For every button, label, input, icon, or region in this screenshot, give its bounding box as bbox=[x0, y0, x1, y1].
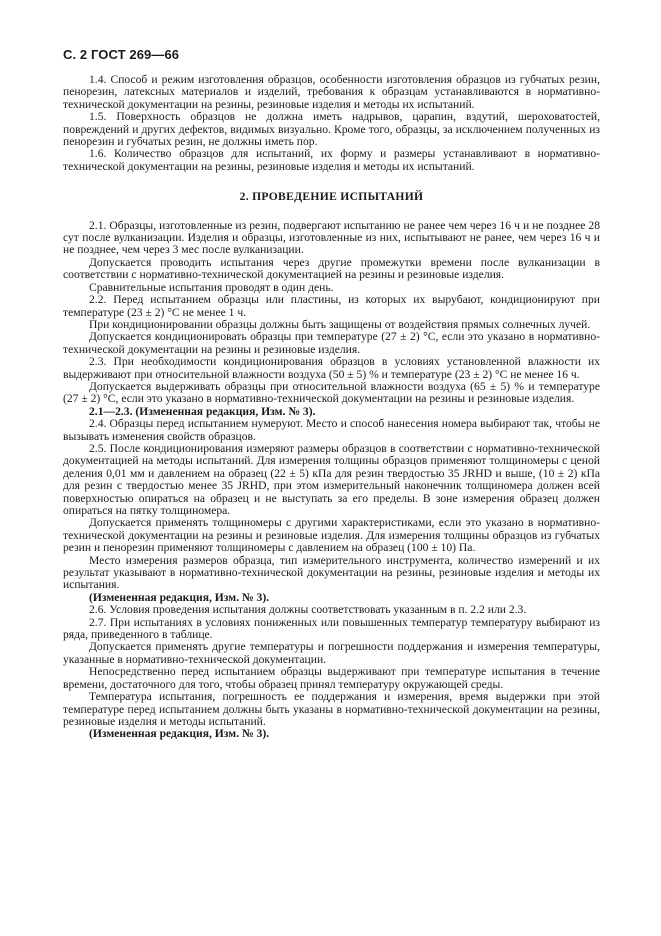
paragraph-1-6: 1.6. Количество образцов для испытаний, их форму и размеры устанавливают в нормативно-технической документации на резины, резиновые изделия и методы их испытаний. bbox=[63, 147, 600, 173]
paragraph-2-3: 2.3. При необходимости кондиционирования образцов в условиях установленной влажности их выдерживают при относительной влажности воздуха (50 ± 5) % и температуре (23 ± 2) °С не менее 16 ч. bbox=[63, 355, 600, 381]
paragraph-2-7: 2.7. При испытаниях в условиях пониженных или повышенных температур температуру выбирают из ряда, приведенного в таблице. bbox=[63, 615, 600, 642]
paragraph-2-5: 2.5. После кондиционирования измеряют размеры образцов в соответствии с нормативно-технической документацией на методы испытаний. Для измерения толщины образцов применяют толщиномеры с ценой деления 0,01 мм и давлением на образец (22 ± 5) кПа для резин твердостью 35 JRHD и выше, (10 ± 2) кПа для резин с твердостью менее 35 JRHD, при этом измерительный наконечник толщиномера должен всей поверхностью опираться на образец и не выступать за его пределы. В зоне измерения образец должен опираться на пятку толщиномера. bbox=[63, 441, 600, 517]
amendment-note: (Измененная редакция, Изм. № 3). bbox=[89, 727, 270, 741]
paragraph: Непосредственно перед испытанием образцы выдерживают при температуре испытания в течение времени, достаточного для того, чтобы образец принял температуру окружающей среды. bbox=[63, 665, 600, 691]
page-header: С. 2 ГОСТ 269—66 bbox=[63, 47, 180, 62]
paragraph: Сравнительные испытания проводят в один день. bbox=[89, 280, 334, 294]
paragraph: При кондиционировании образцы должны быть защищены от воздействия прямых солнечных лучей. bbox=[89, 317, 591, 331]
section-title: 2. ПРОВЕДЕНИЕ ИСПЫТАНИЙ bbox=[239, 190, 424, 204]
paragraph: Допускается применять толщиномеры с другими характеристиками, если это указано в нормативно-технической документации на резины и резиновые изделия. Для измерения толщины образцов из губчатых резин и пенорезин применяют толщиномеры с давлением на образец (100 ± 10) Па. bbox=[63, 516, 600, 555]
paragraph-1-4: 1.4. Способ и режим изготовления образцов, особенности изготовления образцов из губчатых резин, пенорезин, латексных материалов и изделий, требования к образцам устанавливаются в нормативно-технической документации на резины, резиновые изделия и методы их испытаний. bbox=[63, 73, 600, 111]
paragraph-2-2: 2.2. Перед испытанием образцы или пластины, из которых их вырубают, кондиционируют при температуре (23 ± 2) °С не менее 1 ч. bbox=[63, 293, 600, 319]
paragraph: Допускается кондиционировать образцы при температуре (27 ± 2) °С, если это указано в нормативно-технической документации на резины и резиновые изделия. bbox=[63, 330, 600, 356]
paragraph-2-4: 2.4. Образцы перед испытанием нумеруют. Место и способ нанесения номера выбирают так, чтобы не вызывать изменения свойств образцов. bbox=[63, 417, 600, 443]
document-body bbox=[63, 74, 600, 741]
amendment-note: (Измененная редакция, Изм. № 3). bbox=[89, 590, 270, 604]
paragraph-2-6: 2.6. Условия проведения испытания должны соответствовать указанным в п. 2.2 или 2.3. bbox=[89, 603, 527, 617]
paragraph: Температура испытания, погрешность ее поддержания и измерения, время выдержки при этой температуре перед испытанием должны быть указаны в нормативно-технической документации на резины, резиновые изделия и методы испытаний. bbox=[63, 690, 600, 728]
paragraph-1-5: 1.5. Поверхность образцов не должна иметь надрывов, царапин, вздутий, шероховатостей, повреждений и других дефектов, видимых визуально. Кроме того, образцы, за исключением полученных из пенорезин и губчатых резин, не должны иметь пор. bbox=[63, 110, 600, 149]
paragraph: Допускается применять другие температуры и погрешности поддержания и измерения температуры, указанные в нормативно-технической документации. bbox=[63, 640, 600, 666]
paragraph-2-1: 2.1. Образцы, изготовленные из резин, подвергают испытанию не ранее чем через 16 ч и не позднее 28 сут после вулканизации. Изделия и образцы, изготовленные из них, испытывают не ранее, чем через 16 ч и не позднее, чем через 3 мес после вулканизации. bbox=[63, 218, 600, 257]
amendment-note: 2.1—2.3. (Измененная редакция, Изм. № 3). bbox=[89, 404, 316, 418]
paragraph: Место измерения размеров образца, тип измерительного инструмента, количество измерений и их результат указывают в нормативно-технической документации на резины, резиновые изделия и методы их испытания. bbox=[63, 553, 600, 592]
paragraph: Допускается выдерживать образцы при относительной влажности воздуха (65 ± 5) % и температуре (27 ± 2) °С, если это указано в нормативно-технической документации на резины и резиновые изделия. bbox=[63, 379, 600, 406]
paragraph: Допускается проводить испытания через другие промежутки времени после вулканизации в соответствии с нормативно-технической документацией на резины и резиновые изделия. bbox=[63, 255, 600, 282]
